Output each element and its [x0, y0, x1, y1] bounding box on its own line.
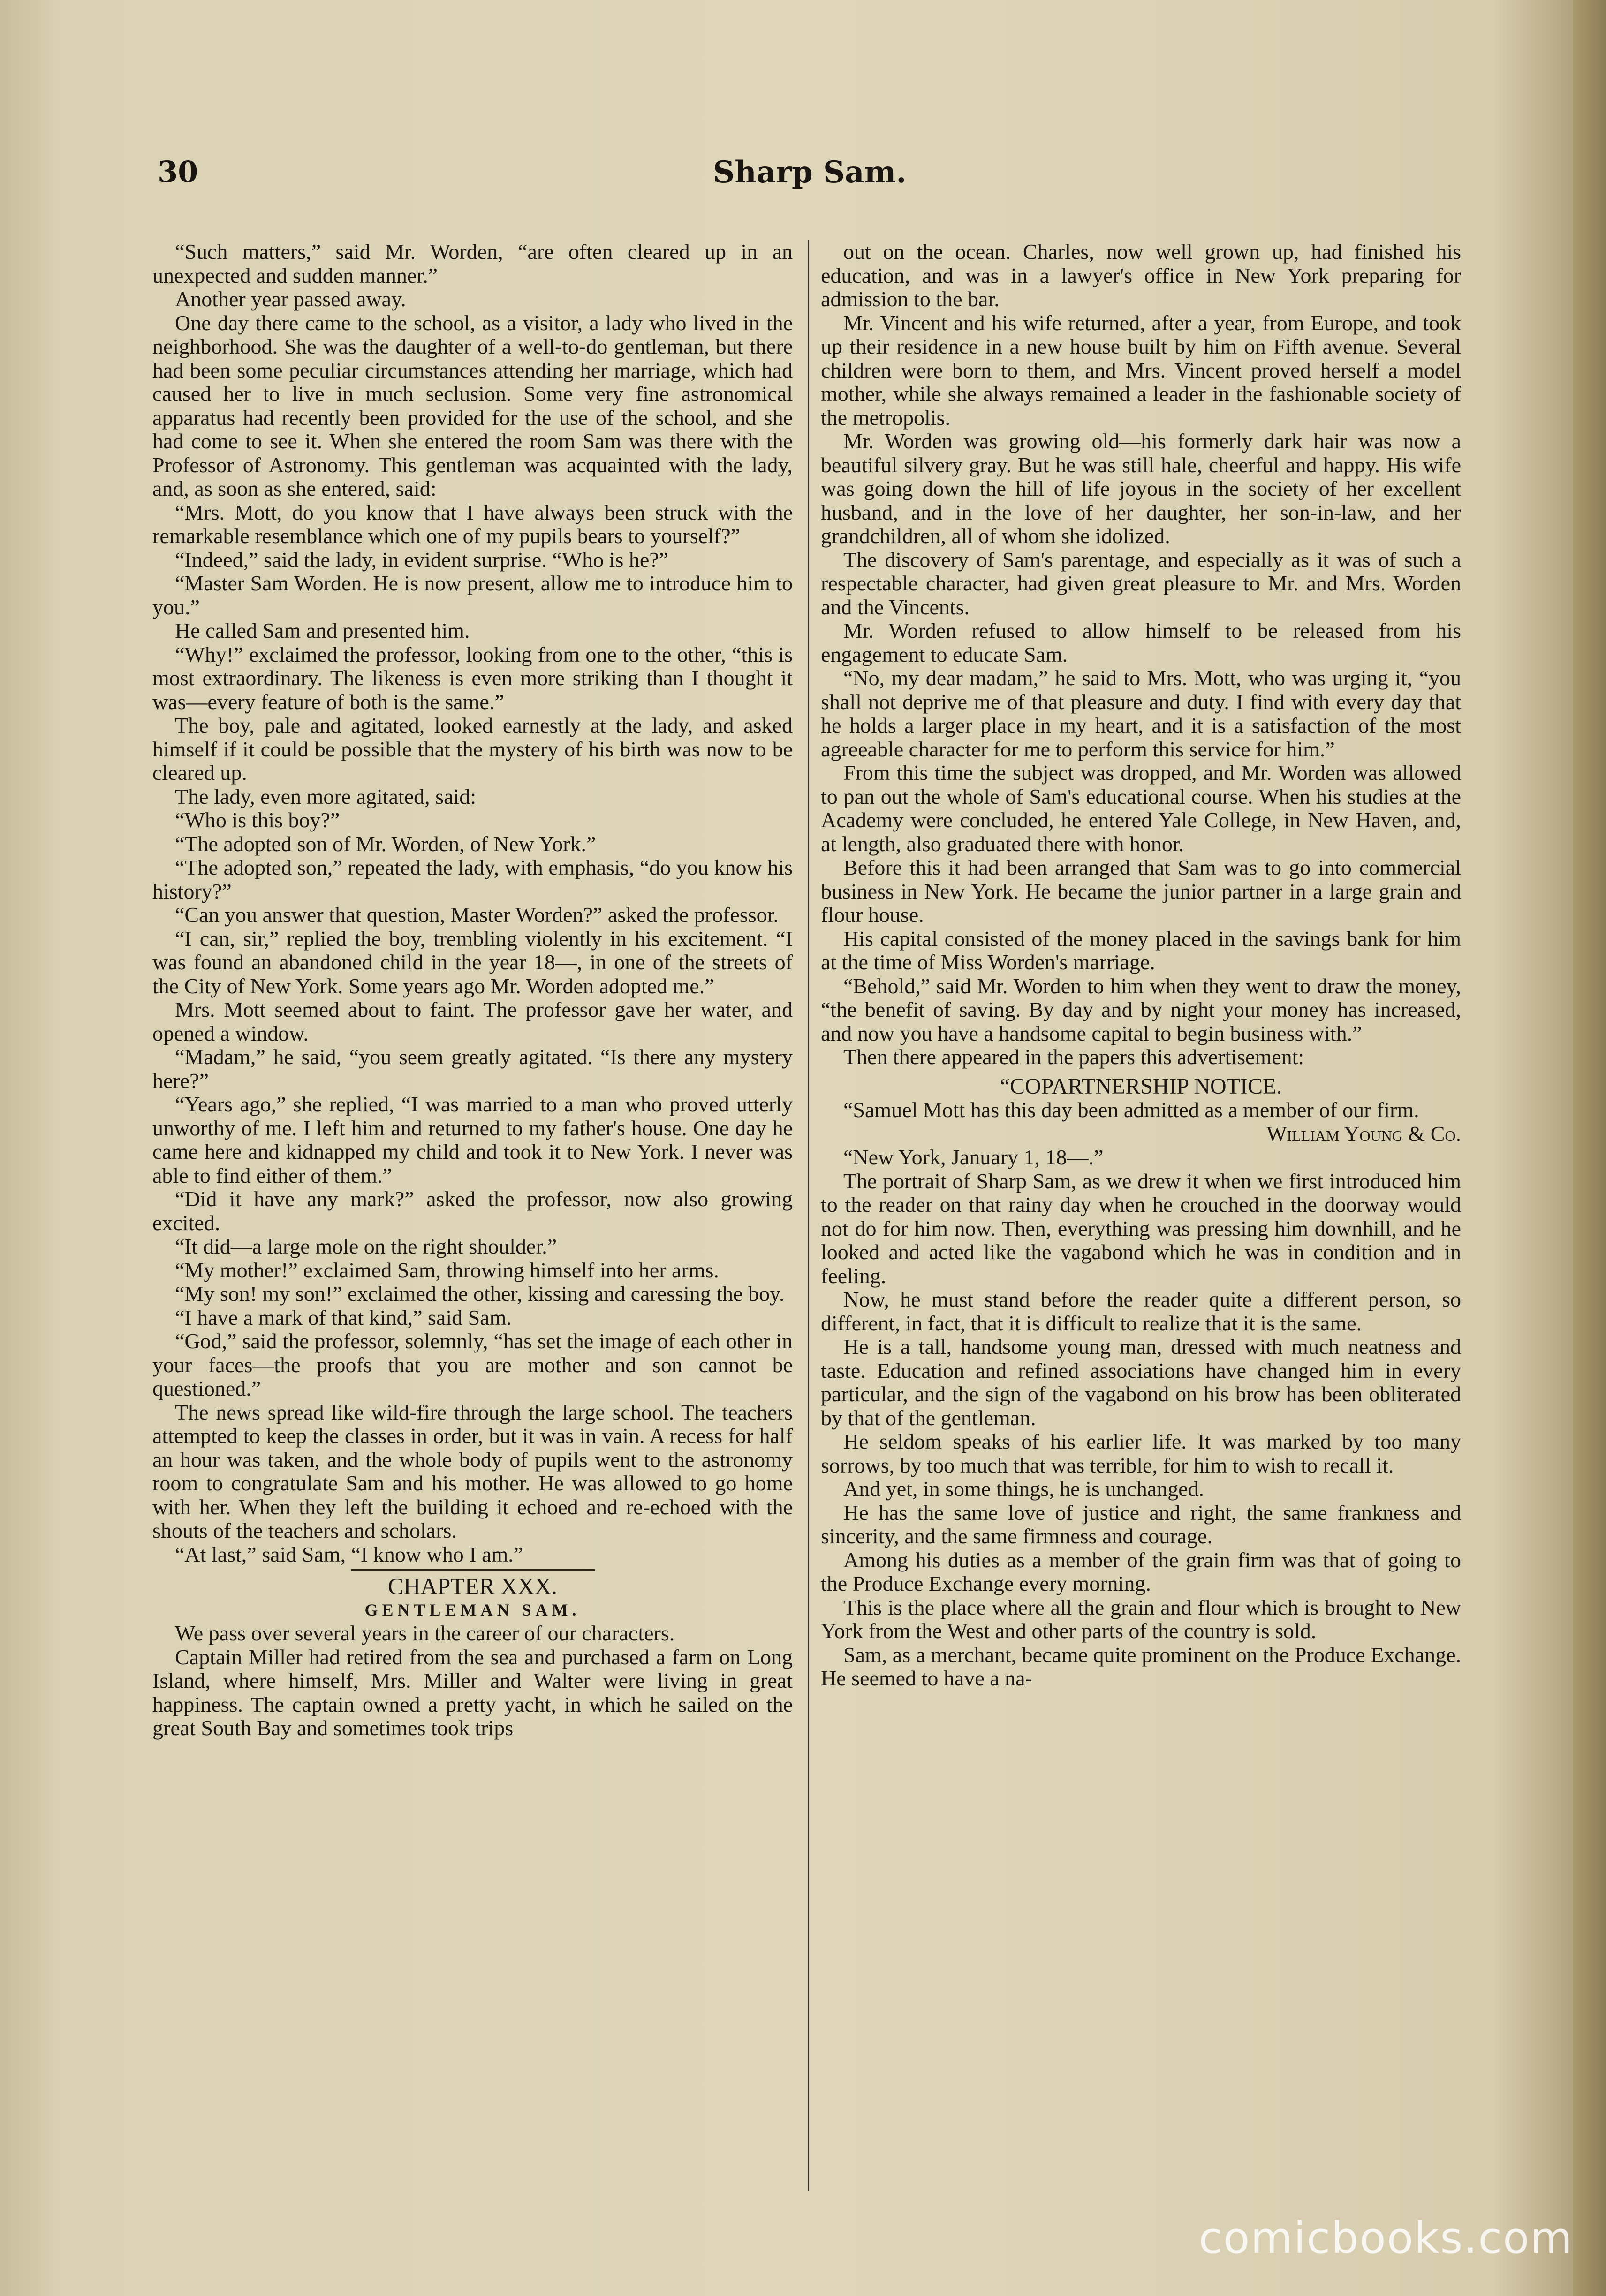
paragraph: “It did—a large mole on the right shoulder.” [175, 1234, 557, 1258]
left-column [152, 240, 793, 2200]
paragraph: Mr. Vincent and his wife returned, after a year, from Europe, and took up their residence in a new house built by him on Fifth avenue. Several children were born to them, and Mrs. Vincent proved herself a model mother, while she always remained a leader in the fashionable society of the metropolis. [821, 310, 1461, 430]
paragraph: From this time the subject was dropped, and Mr. Worden was allowed to pan out the whole of Sam's educational course. When his studies at the Academy were concluded, he entered Yale College, in New Haven, and, at length, also graduated there with honor. [821, 761, 1461, 856]
paragraph: Another year passed away. [175, 287, 406, 311]
paragraph: Mr. Worden refused to allow himself to be released from his engagement to educate Sam. [821, 619, 1461, 666]
paragraph: “No, my dear madam,” he said to Mrs. Mott, who was urging it, “you shall not deprive me of that pleasure and duty. I find with every day that he holds a larger place in my heart, and it is a satisfaction of the most agreeable character for me to perform this service for him.” [821, 666, 1461, 761]
paragraph: “My son! my son!” exclaimed the other, kissing and caressing the boy. [175, 1282, 785, 1306]
paragraph: “Can you answer that question, Master Worden?” asked the professor. [175, 903, 779, 927]
paragraph: Before this it had been arranged that Sam was to go into commercial business in New York. He became the junior partner in a large grain and flour house. [821, 855, 1461, 927]
page-number: 30 [158, 155, 198, 189]
paragraph: “I can, sir,” replied the boy, trembling violently in his excitement. “I was found an abandoned child in the year 18—, in one of the streets of the City of New York. Some years ago Mr. Worden adopted me.” [152, 926, 793, 998]
paragraph: “Behold,” said Mr. Worden to him when they went to draw the money, “the benefit of saving. By day and by night your money has increased, and now you have a handsome capital to begin business with.” [821, 974, 1461, 1045]
paragraph: “Madam,” he said, “you seem greatly agitated. “Is there any mystery here?” [152, 1045, 793, 1093]
paragraph: The portrait of Sharp Sam, as we drew it when we first introduced him to the reader on that rainy day when he crouched in the doorway would not do for him now. Then, everything was pressing him downhill, and he looked and acted like the vagabond which he was in condition and in feeling. [821, 1169, 1461, 1288]
paragraph: “Indeed,” said the lady, in evident surprise. “Who is he?” [175, 547, 669, 572]
chapter-opening-paragraphs [152, 1622, 793, 1740]
paragraph: “Who is this boy?” [175, 808, 340, 832]
paragraph: “Years ago,” she replied, “I was married to a man who proved utterly unworthy of me. I left him and returned to my father's house. One day he came here and kidnapped my child and took it to New York. I never was able to find either of them.” [152, 1092, 793, 1187]
paragraph: He seldom speaks of his earlier life. It was marked by too many sorrows, by too much that was terrible, for him to wish to recall it. [821, 1429, 1461, 1477]
running-title: Sharp Sam. [713, 155, 907, 190]
watermark: comicbooks.com [1198, 2213, 1573, 2263]
chapter-rule [351, 1569, 595, 1571]
left-column-paragraphs [152, 240, 793, 1566]
paragraph: “Did it have any mark?” asked the professor, now also growing excited. [152, 1187, 793, 1235]
chapter-title: GENTLEMAN SAM. [364, 1600, 581, 1619]
paragraph: Then there appeared in the papers this advertisement: [843, 1045, 1304, 1069]
paragraph: The discovery of Sam's parentage, and especially as it was of such a respectable character, had given great pleasure to Mr. and Mrs. Worden and the Vincents. [821, 547, 1461, 619]
paragraph: He called Sam and presented him. [175, 619, 470, 642]
paragraph: This is the place where all the grain and flour which is brought to New York from the West and other parts of the country is sold. [821, 1595, 1461, 1643]
paragraph: “The adopted son of Mr. Worden, of New York.” [175, 831, 596, 856]
binding-edge [1573, 0, 1606, 2296]
paragraph: out on the ocean. Charles, now well grown up, had finished his education, and was in a lawyer's office in New York preparing for admission to the bar. [821, 240, 1461, 311]
paragraph: Mr. Worden was growing old—his formerly dark hair was now a beautiful silvery gray. But he was still hale, cheerful and happy. His wife was going down the hill of life joyous in the society of her excellent husband, and in the love of her daughter, her son-in-law, and her grandchildren, all of whom she idolized. [821, 429, 1461, 548]
paragraph: He is a tall, handsome young man, dressed with much neatness and taste. Education and refined associations have changed him in every particular, and the sign of the vagabond on his brow has been obliterated by that of the gentleman. [821, 1335, 1461, 1430]
paragraph: Among his duties as a member of the grain firm was that of going to the Produce Exchange every morning. [821, 1548, 1461, 1595]
column-divider [808, 240, 809, 2191]
chapter-number: CHAPTER XXX. [387, 1573, 558, 1599]
notice-dateline: “New York, January 1, 18—.” [843, 1145, 1104, 1169]
paragraph: “God,” said the professor, solemnly, “has set the image of each other in your faces—the proofs that you are mother and son cannot be questioned.” [152, 1329, 793, 1400]
paragraph: The lady, even more agitated, said: [175, 784, 477, 808]
right-column-paragraphs-bottom [821, 1170, 1461, 1691]
notice-signature: William Young & Co. [1266, 1121, 1461, 1146]
paragraph: “Master Sam Worden. He is now present, allow me to introduce him to you.” [152, 571, 793, 619]
paragraph: And yet, in some things, he is unchanged. [843, 1477, 1204, 1501]
paragraph: “The adopted son,” repeated the lady, with emphasis, “do you know his history?” [152, 855, 793, 903]
right-column-paragraphs-top [821, 240, 1461, 1069]
paragraph: “My mother!” exclaimed Sam, throwing himself into her arms. [175, 1258, 719, 1282]
paragraph: Now, he must stand before the reader quite a different person, so different, in fact, that it is difficult to realize that it is the same. [821, 1287, 1461, 1335]
notice-body: “Samuel Mott has this day been admitted as a member of our firm. [843, 1098, 1419, 1122]
paragraph: His capital consisted of the money placed in the savings bank for him at the time of Miss Worden's marriage. [821, 926, 1461, 974]
paragraph: He has the same love of justice and right, the same frankness and sincerity, and the same firmness and courage. [821, 1500, 1461, 1548]
paragraph: One day there came to the school, as a visitor, a lady who lived in the neighborhood. She was the daughter of a well-to-do gentleman, but there had been some peculiar circumstances attending her marriage, which had caused her to live in much seclusion. Some very fine astronomical apparatus had recently been provided for the use of the school, and she had come to see it. When she entered the room Sam was there with the Professor of Astronomy. This gentleman was acquainted with the lady, and, as soon as she entered, said: [152, 310, 793, 500]
paragraph: “I have a mark of that kind,” said Sam. [175, 1305, 512, 1329]
paragraph: Mrs. Mott seemed about to faint. The professor gave her water, and opened a window. [152, 997, 793, 1045]
paragraph: The boy, pale and agitated, looked earnestly at the lady, and asked himself if it could be possible that the mystery of his birth was now to be cleared up. [152, 713, 793, 785]
paragraph: Sam, as a merchant, became quite prominent on the Produce Exchange. He seemed to have a na- [821, 1642, 1461, 1690]
notice-title: “COPARTNERSHIP NOTICE. [1000, 1073, 1282, 1099]
paragraph: The news spread like wild-fire through the large school. The teachers attempted to keep the classes in order, but it was in vain. A recess for half an hour was taken, and the whole body of pupils went to the astronomy room to congratulate Sam and his mother. He was allowed to go home with her. When they left the building it echoed and re-echoed with the shouts of the teachers and scholars. [152, 1400, 793, 1542]
right-column [821, 240, 1461, 2200]
paragraph: We pass over several years in the career of our characters. [175, 1621, 675, 1645]
paragraph: “Why!” exclaimed the professor, looking from one to the other, “this is most extraordinary. The likeness is even more striking than I thought it was—every feature of both is the same.” [152, 642, 793, 714]
paragraph: “At last,” said Sam, “I know who I am.” [175, 1542, 523, 1566]
paragraph: Captain Miller had retired from the sea and purchased a farm on Long Island, where himself, Mrs. Miller and Walter were living in great happiness. The captain owned a pretty yacht, in which he sailed on the great South Bay and sometimes took trips [152, 1645, 793, 1740]
paragraph: “Such matters,” said Mr. Worden, “are often cleared up in an unexpected and sudden manner.” [152, 240, 793, 287]
paragraph: “Mrs. Mott, do you know that I have always been struck with the remarkable resemblance which one of my pupils bears to yourself?” [152, 500, 793, 548]
